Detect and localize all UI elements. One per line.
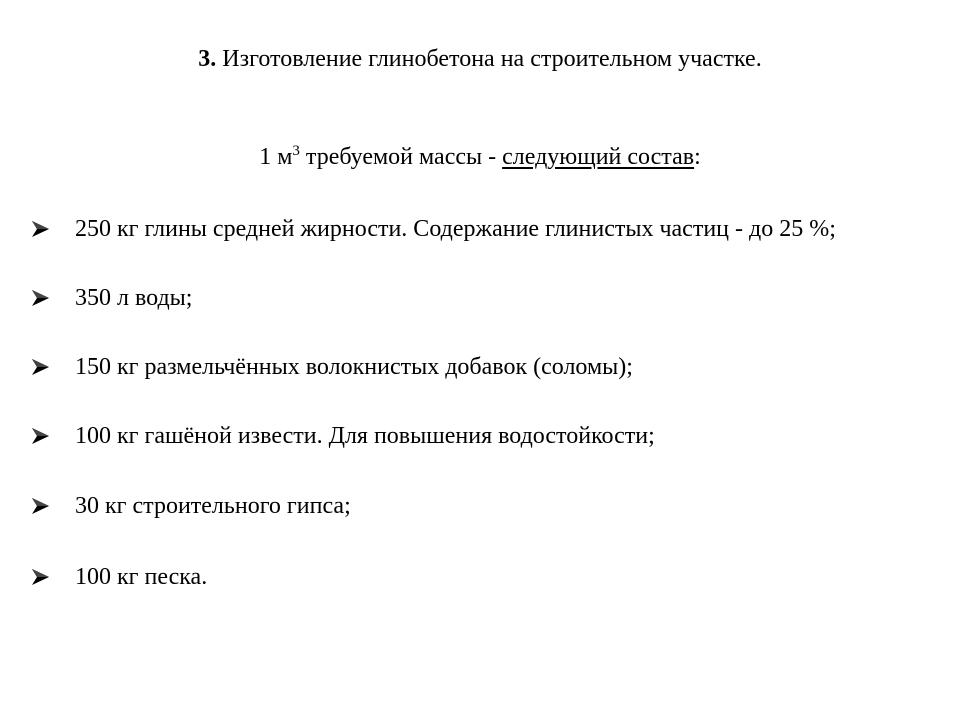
list-item-text: 150 кг размельчённых волокнистых добавок (соломы); xyxy=(75,353,633,380)
subtitle-suffix: : xyxy=(694,144,701,170)
composition-heading xyxy=(0,142,960,172)
arrowhead-bullet-icon xyxy=(30,219,50,239)
arrowhead-bullet-icon xyxy=(30,288,50,308)
arrowhead-bullet-icon xyxy=(30,357,50,377)
list-item-text: 30 кг строительного гипса; xyxy=(75,492,351,519)
subtitle-prefix: 1 м xyxy=(259,144,293,170)
slide-title xyxy=(0,44,960,74)
title-number: 3. xyxy=(198,46,217,72)
list-item-text: 350 л воды; xyxy=(75,284,193,311)
subtitle-superscript: 3 xyxy=(292,143,300,159)
list-item xyxy=(30,421,655,451)
list-item xyxy=(30,491,351,521)
subtitle-underlined: следующий состав xyxy=(502,144,695,170)
arrowhead-bullet-icon xyxy=(30,496,50,516)
arrowhead-bullet-icon xyxy=(30,567,50,587)
list-item-text: 250 кг глины средней жирности. Содержание глинистых частиц - до 25 %; xyxy=(75,215,836,242)
list-item xyxy=(30,562,207,592)
title-text: Изготовление глинобетона на строительном участке. xyxy=(216,46,762,72)
list-item-text: 100 кг песка. xyxy=(75,563,208,590)
arrowhead-bullet-icon xyxy=(30,426,50,446)
list-item xyxy=(30,214,836,244)
list-item xyxy=(30,283,192,313)
list-item xyxy=(30,352,633,382)
list-item-text: 100 кг гашёной извести. Для повышения водостойкости; xyxy=(75,422,655,449)
subtitle-middle: требуемой массы - xyxy=(299,144,503,170)
